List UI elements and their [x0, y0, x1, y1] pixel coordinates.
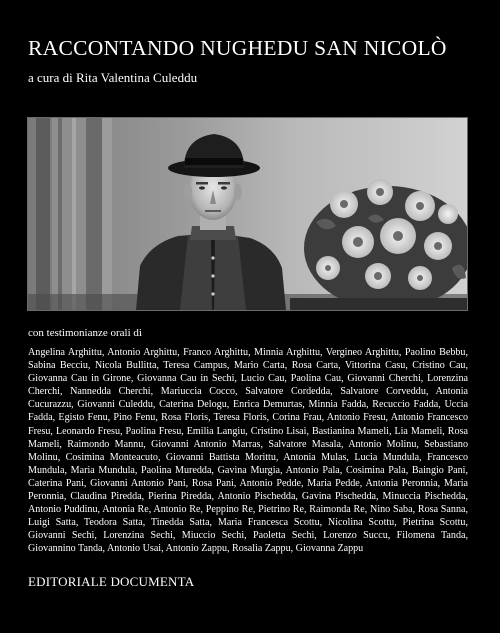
cover-photograph [27, 117, 468, 311]
column-decoration [36, 118, 112, 310]
testimonies-intro: con testimonianze orali di [28, 327, 142, 339]
book-title: RACCONTANDO NUGHEDU SAN NICOLÒ [28, 36, 447, 60]
publisher-name: EDITORIALE DOCUMENTA [28, 574, 195, 589]
book-editor: a cura di Rita Valentina Culeddu [28, 70, 198, 85]
testimonies-names: Angelina Arghittu, Antonio Arghittu, Franco Arghittu, Minnia Arghittu, Vergineo Arghittu, Paolino Bebbu, Sabina Becciu, Nicola Bullitta, Teresa Campus, Mario Carta, Rosa Carta, Vittorina Casu, Cristino Cau, Giovanna Cau in Girone, Giovanna Cau in Sechi, Lucio Cau, Paolina Cau, Giovanni Cherchi, Lorenzina Cherchi, Nannedda Cherchi, Mariuccia Cocco, Salvatore Cordedda, Salvatore Corveddu, Antonia Cucurazzu, Giovanni Culeddu, Caterina Delogu, Enrica Demurtas, Minnia Fadda, Recuccio Fadda, Uccia Fadda, Egisto Fenu, Pino Fenu, Rosa Floris, Teresa Floris, Corina Frau, Antonio Fresu, Antonio Francesco Fresu, Leonardo Fresu, Paolina Fresu, Emilia Langiu, Cristino Lisai, Bastianina Mameli, Lia Mameli, Rosa Mameli, Raimondo Mannu, Giovanni Antonio Marras, Salvatore Masala, Antonio Molinu, Sebastiano Molinu, Cosimina Monteacuto, Giovanni Battista Morittu, Antonia Mulas, Lucia Mundula, Francesco Mundula, Maria Mundula, Paolina Muredda, Gavina Murgia, Antonio Pala, Cosimina Pala, Baingio Pani, Caterina Pani, Giovanni Antonio Pani, Rosa Pani, Antonio Pedde, Maria Pedde, Antonia Peronnia, Maria Peronnia, Claudina Piredda, Pierina Piredda, Antonio Pischedda, Gavina Pischedda, Minuccia Pischedda, Antonio Puddinu, Antonia Re, Antonio Re, Peppino Re, Pietrino Re, Raimonda Re, Nino Saba, Rosa Sanna, Luigi Satta, Teodora Satta, Tinedda Satta, Maria Francesca Scottu, Nicolina Scottu, Pietrina Scottu, Giovanni Sechi, Lorenzina Sechi, Miuccio Sechi, Paoletta Sechi, Lorenzo Succu, Filomena Tanda, Giovannino Tanda, Antonio Usai, Antonio Zappu, Rosalia Zappu, Giovanna Zappu [28, 347, 468, 555]
